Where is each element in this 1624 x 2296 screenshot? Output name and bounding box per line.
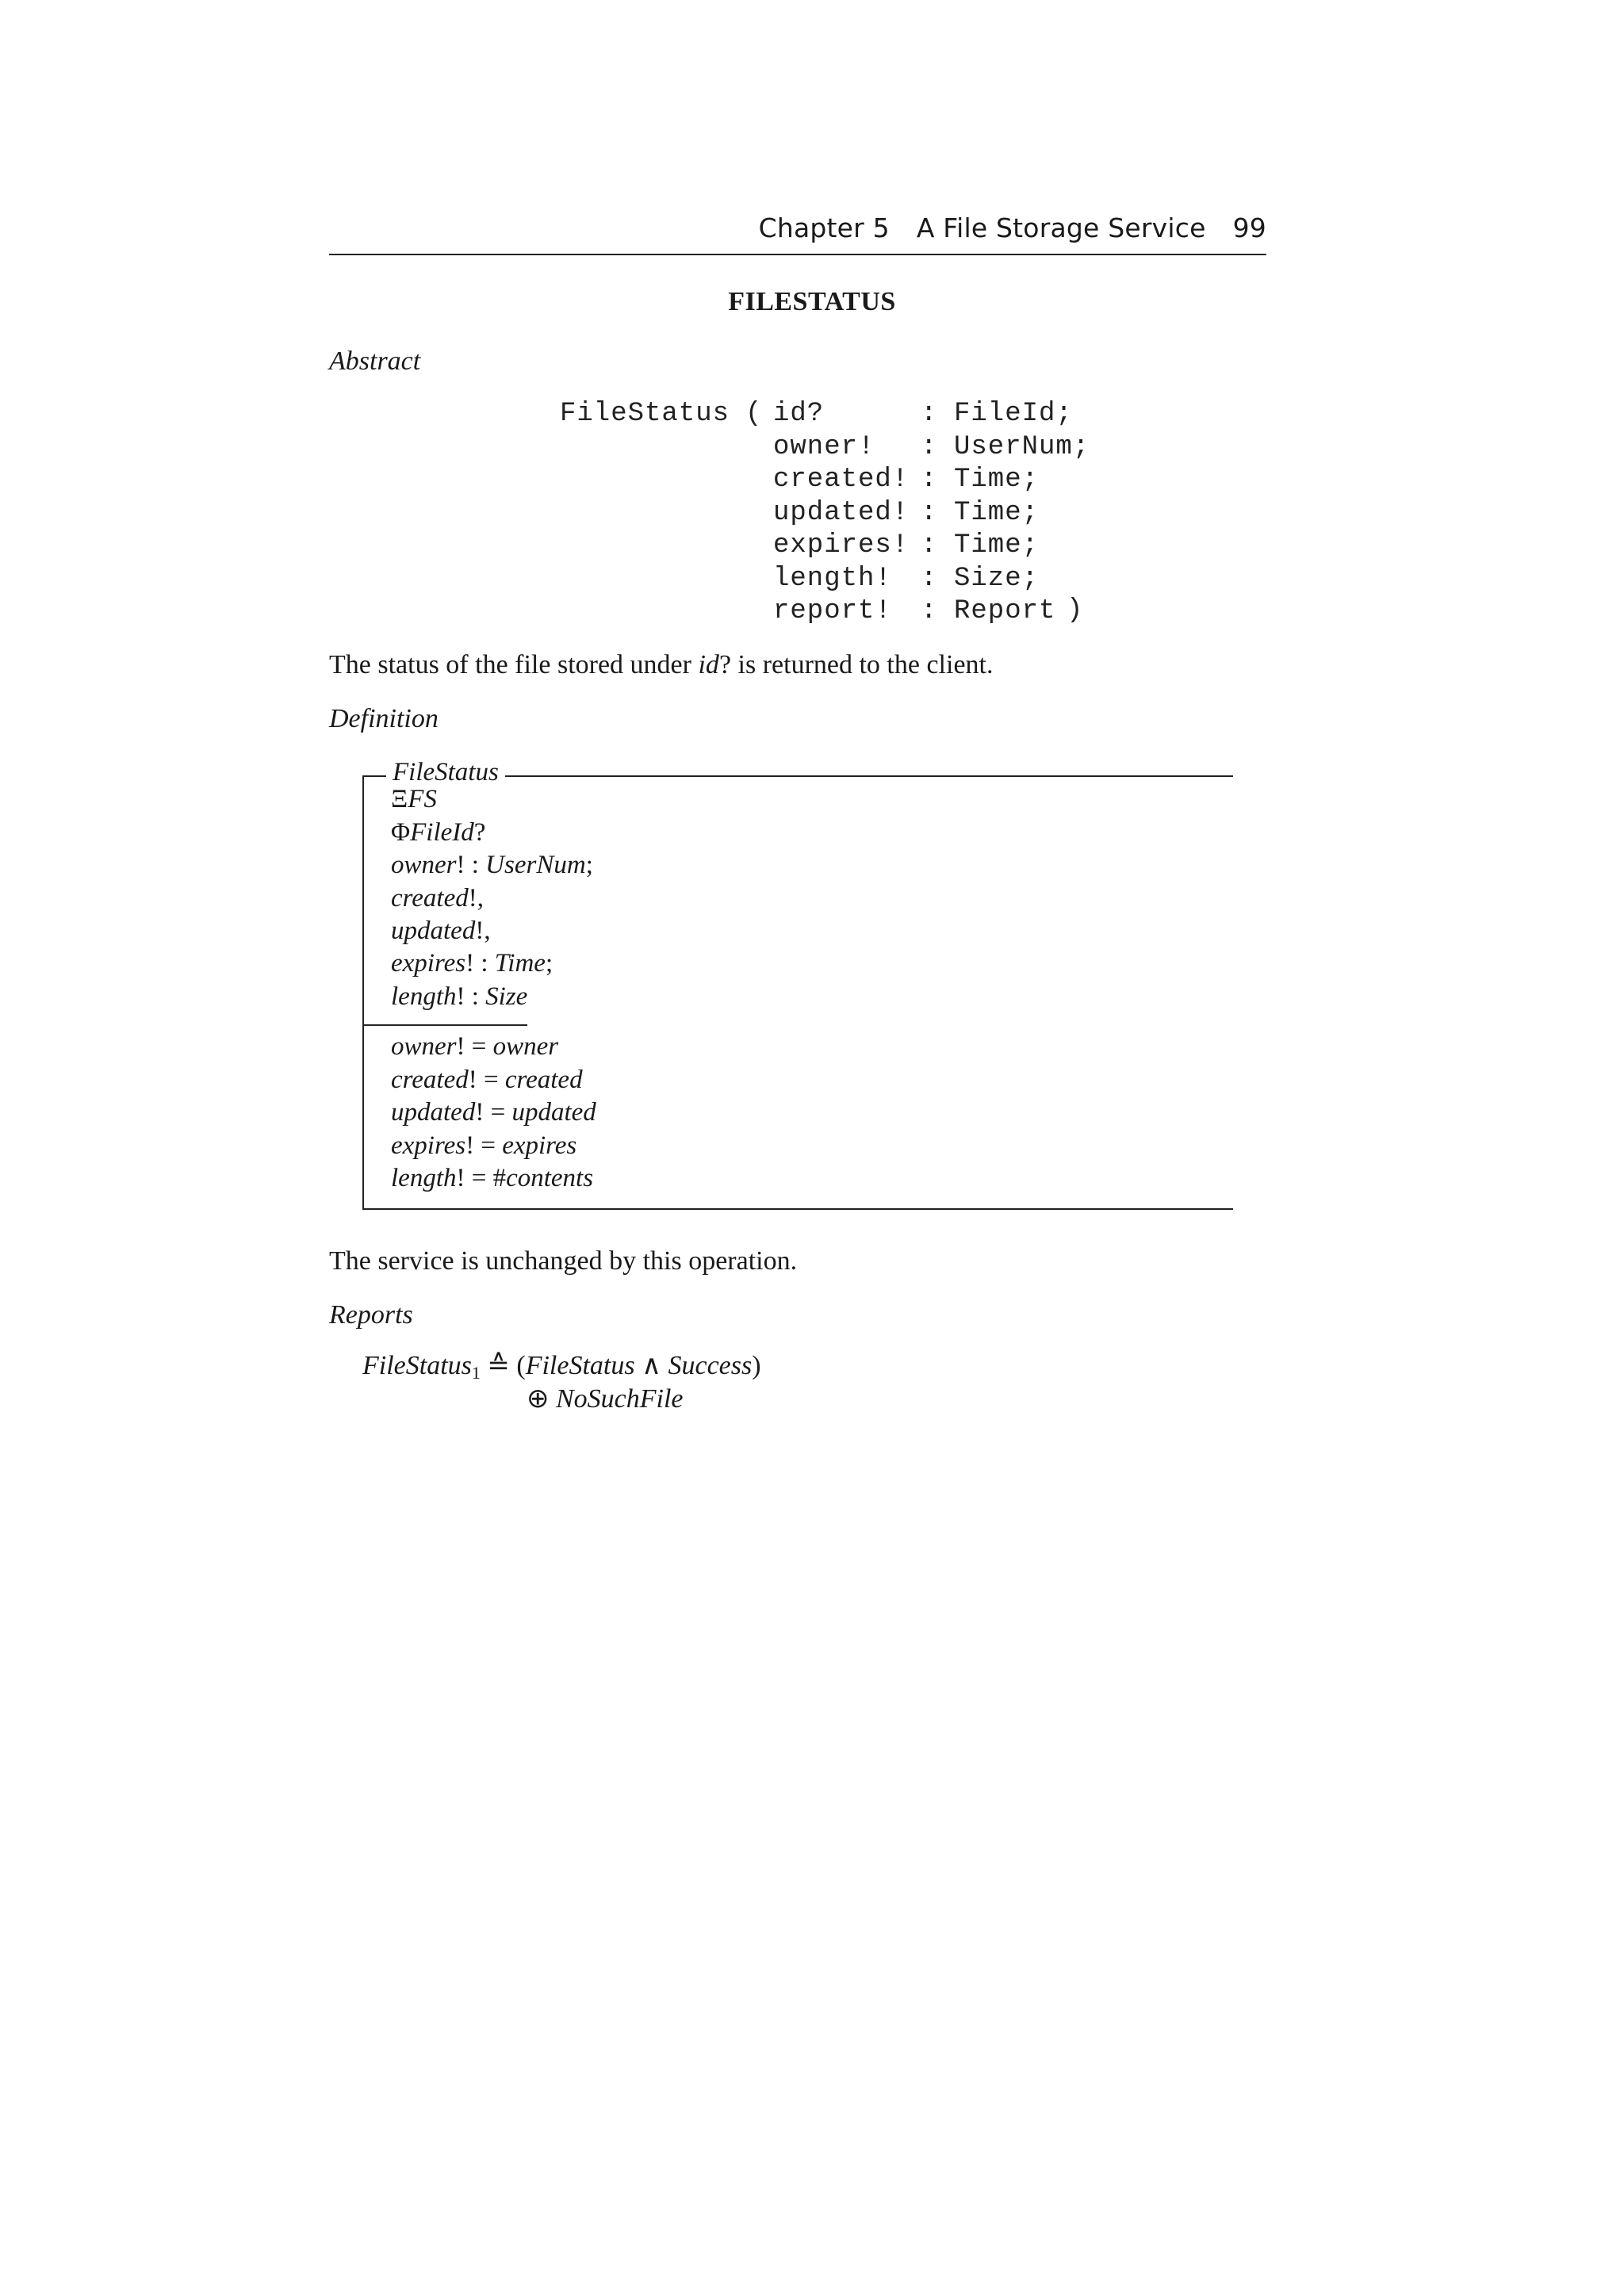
pred-rhs: contents [506, 1164, 594, 1192]
schema-bottom-rule [362, 1208, 1233, 1210]
reports-and: ∧ [634, 1351, 668, 1380]
pred-lhs: length [391, 1164, 457, 1192]
decl-type: Time [494, 949, 546, 978]
definition-after-text: The service is unchanged by this operation. [329, 1246, 798, 1276]
param-name: owner! [773, 431, 875, 462]
param-type: Time; [954, 530, 1040, 561]
reports-term1: FileStatus [525, 1351, 635, 1380]
reports-oplus: ⊕ [527, 1384, 556, 1414]
param-colon: : [921, 563, 938, 594]
pred-rhs: expires [502, 1131, 577, 1160]
description-pre: The status of the file stored under [329, 650, 699, 679]
decl-type: UserNum [485, 851, 586, 879]
param-name: report! [773, 596, 892, 626]
param-colon: : [921, 497, 938, 528]
pred-lhs: updated [391, 1098, 476, 1127]
param-type: Time; [954, 465, 1040, 495]
pred-lhs: created [391, 1066, 469, 1094]
schema-declaration [391, 818, 485, 848]
definition-label: Definition [329, 704, 439, 733]
signature-open-paren: ( [745, 399, 763, 429]
param-type: UserNum; [954, 431, 1090, 462]
z-schema-box [362, 758, 1233, 1210]
decl-rest: ! : [456, 982, 486, 1011]
decl-name: FS [408, 785, 437, 813]
abstract-label: Abstract [329, 346, 421, 376]
decl-name: FileId [410, 818, 474, 847]
signature-close-paren: ) [1067, 595, 1084, 626]
param-type: FileId; [954, 399, 1073, 429]
param-type: Report [954, 596, 1056, 626]
schema-divider [362, 1024, 527, 1026]
param-colon: : [921, 596, 938, 626]
pred-op: ! = # [456, 1164, 507, 1192]
decl-rest: ! : [456, 851, 486, 879]
pred-rhs: updated [511, 1098, 596, 1127]
param-type: Time; [954, 497, 1040, 528]
decl-symbol: Φ [391, 818, 411, 847]
param-name: length! [773, 563, 892, 594]
pred-rhs: owner [492, 1032, 559, 1061]
decl-end: ; [545, 949, 553, 978]
param-colon: : [921, 399, 938, 429]
reports-expression-line-2 [527, 1383, 684, 1414]
param-name: created! [773, 465, 910, 495]
decl-rest: !, [475, 916, 491, 945]
pred-op: ! = [475, 1098, 512, 1127]
param-name: updated! [773, 497, 910, 528]
schema-name: FileStatus [393, 758, 499, 786]
param-name: id? [773, 399, 825, 429]
description-post: ? is returned to the client. [718, 650, 994, 679]
decl-rest: ! : [465, 949, 495, 978]
schema-declaration [391, 916, 491, 946]
schema-predicate [391, 1066, 583, 1095]
param-colon: : [921, 530, 938, 561]
param-type: Size; [954, 563, 1040, 594]
reports-label: Reports [329, 1300, 413, 1330]
decl-name: owner [391, 851, 457, 879]
decl-name: created [391, 884, 469, 913]
reports-lhs-subscript: 1 [471, 1363, 481, 1383]
schema-declaration [391, 949, 553, 978]
schema-left-rule [362, 775, 364, 1210]
reports-term2: Success [668, 1351, 753, 1380]
reports-defeq: ≙ ( [480, 1351, 526, 1380]
reports-lhs: FileStatus [362, 1351, 472, 1380]
schema-declaration [391, 982, 527, 1012]
reports-close: ) [752, 1351, 761, 1380]
section-title: FILESTATUS [728, 287, 896, 316]
reports-term3: NoSuchFile [556, 1384, 684, 1414]
decl-type: Size [485, 982, 528, 1011]
running-header [329, 211, 1266, 255]
decl-rest: ? [473, 818, 486, 847]
param-name: expires! [773, 530, 910, 561]
signature-name: FileStatus [560, 399, 730, 429]
decl-symbol: Ξ [391, 785, 408, 813]
schema-top-rule-right [505, 775, 1233, 777]
pred-lhs: expires [391, 1131, 466, 1160]
pred-op: ! = [468, 1066, 505, 1094]
abstract-description [329, 650, 993, 680]
param-colon: : [921, 431, 938, 462]
pred-op: ! = [465, 1131, 503, 1160]
decl-end: ; [585, 851, 593, 879]
page-number: 99 [1232, 212, 1266, 243]
decl-name: length [391, 982, 457, 1011]
pred-rhs: created [504, 1066, 583, 1094]
running-header-text [759, 212, 1266, 243]
decl-name: updated [391, 916, 476, 945]
schema-predicate [391, 1164, 593, 1193]
schema-predicate [391, 1098, 596, 1127]
schema-predicate [391, 1032, 558, 1062]
schema-predicate [391, 1131, 576, 1161]
param-colon: : [921, 465, 938, 495]
description-var: id [698, 650, 719, 679]
reports-expression-line-1 [362, 1349, 761, 1383]
pred-op: ! = [456, 1032, 493, 1061]
schema-declaration [391, 884, 484, 913]
schema-declaration [391, 785, 437, 814]
chapter-title: A File Storage Service [916, 212, 1206, 243]
decl-rest: !, [468, 884, 484, 913]
schema-top-rule-left [362, 775, 386, 777]
chapter-label: Chapter 5 [758, 212, 890, 243]
decl-name: expires [391, 949, 466, 978]
pred-lhs: owner [391, 1032, 457, 1061]
schema-declaration [391, 851, 593, 880]
